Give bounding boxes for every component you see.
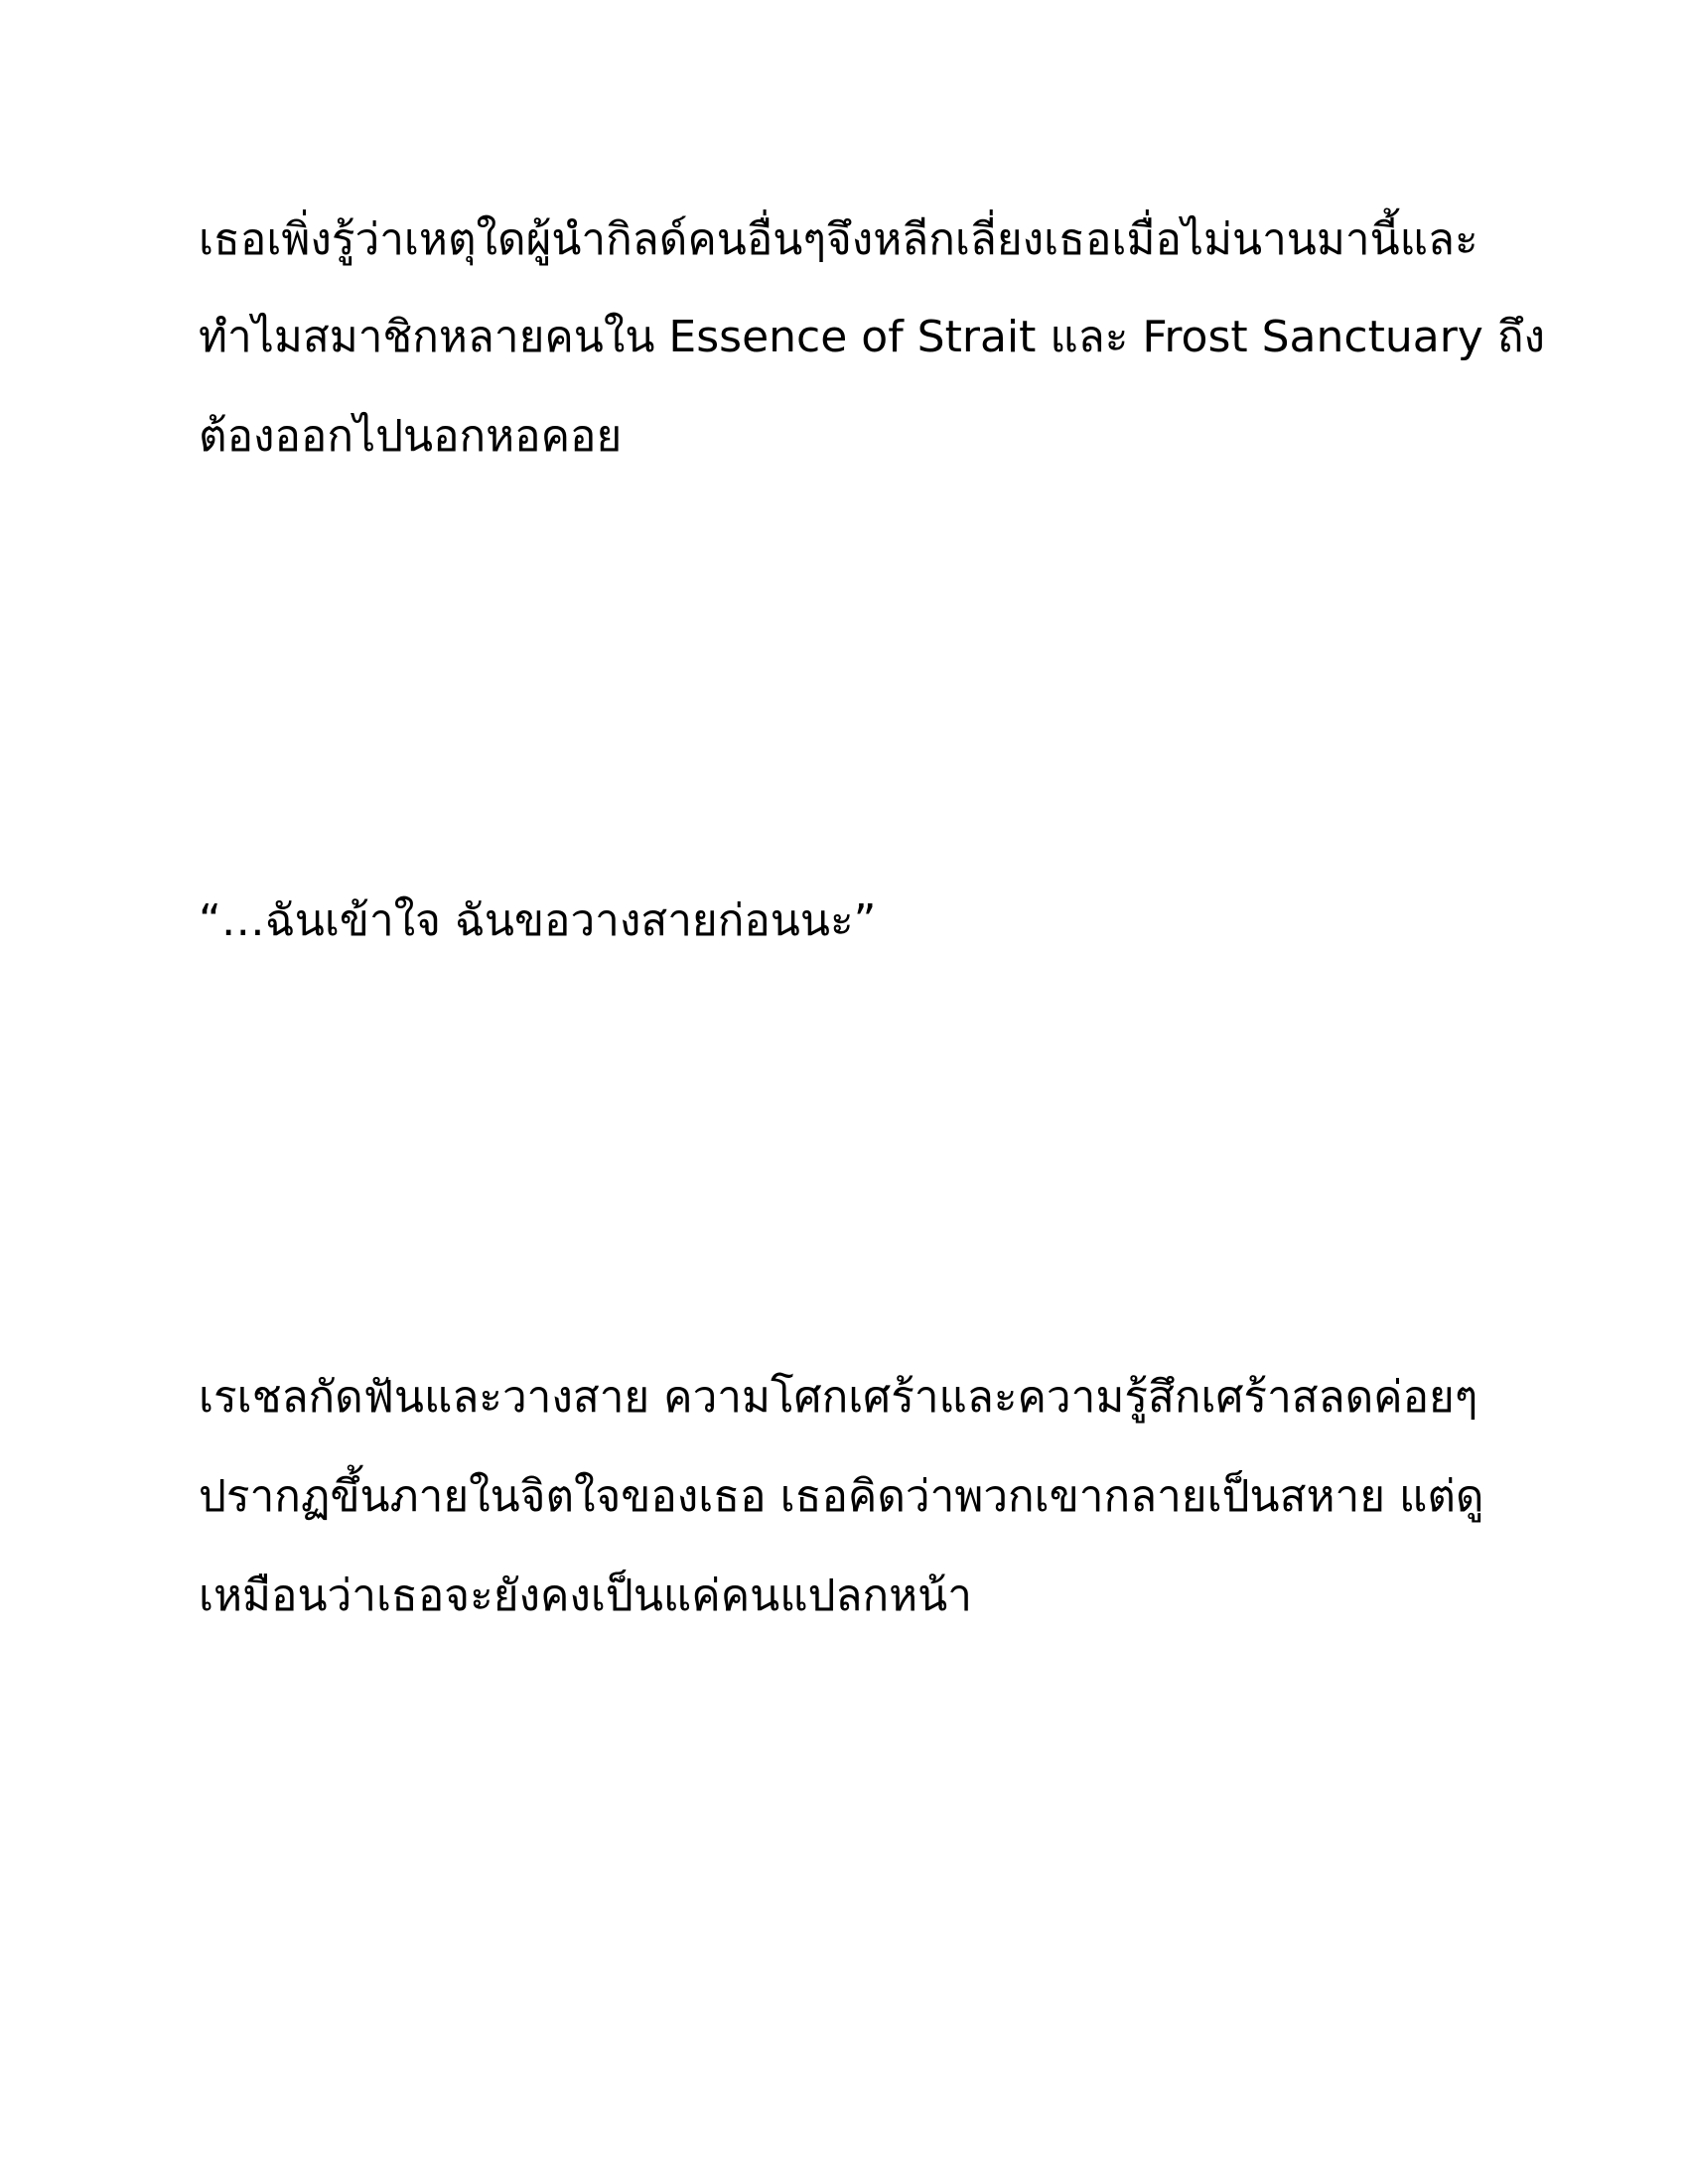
paragraph-line: เหมือนว่าเธอจะยังคงเป็นแค่คนแปลกหน้า xyxy=(199,1570,972,1621)
dialogue-line: “…ฉันเข้าใจ ฉันขอวางสายก่อนนะ” xyxy=(199,895,877,946)
paragraph-line: ปรากฏขึ้นภายในจิตใจของเธอ เธอคิดว่าพวกเขากลายเป็นสหาย แต่ดู xyxy=(199,1471,1484,1522)
paragraph-line: ทำไมสมาชิกหลายคนใน Essence of Strait และ Frost Sanctuary ถึง xyxy=(199,312,1545,362)
paragraph-line: ต้องออกไปนอกหอคอย xyxy=(199,411,623,462)
paragraph-line: เธอเพิ่งรู้ว่าเหตุใดผู้นำกิลด์คนอื่นๆจึงหลีกเลี่ยงเธอเมื่อไม่นานมานี้และ xyxy=(199,214,1478,265)
paragraph-line: เรเชลกัดฟันและวางสาย ความโศกเศร้าและความรู้สึกเศร้าสลดค่อยๆ xyxy=(199,1372,1478,1423)
